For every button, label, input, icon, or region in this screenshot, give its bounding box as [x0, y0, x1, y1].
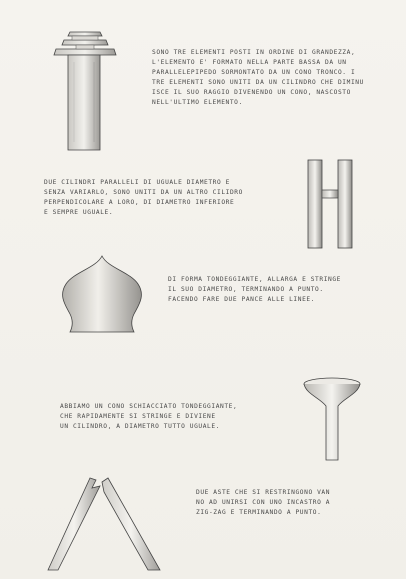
text-line: PARALLELEPIPEDO SORMONTATO DA UN CONO TRONCO. I	[152, 69, 356, 76]
text-line: SENZA VARIARLO, SONO UNITI DA UN ALTRO CILIDRO	[44, 189, 243, 196]
rounded-form-description	[168, 275, 341, 305]
stacked-element-drawing	[50, 22, 130, 157]
parallel-cylinders-drawing	[300, 152, 360, 252]
text-line: E SEMPRE UGUALE.	[44, 209, 114, 216]
text-line: ABBIAMO UN CONO SCHIACCIATO TONDEGGIANTE,	[60, 403, 238, 410]
text-line: DI FORMA TONDEGGIANTE, ALLARGA E STRINGE	[168, 276, 342, 283]
text-line: DUE ASTE CHE SI RESTRINGONO VAN	[196, 489, 331, 496]
text-line: NO AD UNIRSI CON UNO INCASTRO A	[196, 499, 331, 506]
zigzag-rods-drawing	[44, 472, 164, 572]
text-line: NELL'ULTIMO ELEMENTO.	[152, 99, 243, 106]
text-line: UN CILINDRO, A DIAMETRO TUTTO UGUALE.	[60, 423, 221, 430]
text-line: PERPENDICOLARE A LORO, DI DIAMETRO INFERIORE	[44, 199, 235, 206]
flattened-cone-description	[60, 402, 237, 432]
text-line: DUE CILINDRI PARALLELI DI UGUALE DIAMETRO E	[44, 179, 230, 186]
text-line: ZIG-ZAG E TERMINANDO A PUNTO.	[196, 509, 322, 516]
text-line: TRE ELEMENTI SONO UNITI DA UN CILINDRO CHE DIMINU	[152, 79, 364, 86]
text-line: ISCE IL SUO RAGGIO DIVENENDO UN CONO, NASCOSTO	[152, 89, 351, 96]
rounded-form-drawing	[52, 250, 152, 335]
text-line: SONO TRE ELEMENTI POSTI IN ORDINE DI GRANDEZZA,	[152, 49, 356, 56]
text-line: IL SUO DIAMETRO, TERMINANDO A PUNTO.	[168, 286, 324, 293]
text-line: FACENDO FARE DUE PANCE ALLE LINEE.	[168, 296, 316, 303]
text-line: CHE RAPIDAMENTE SI STRINGE E DIVIENE	[60, 413, 216, 420]
stacked-element-description	[152, 48, 364, 108]
text-line: L'ELEMENTO E' FORMATO NELLA PARTE BASSA DA UN	[152, 59, 347, 66]
zigzag-rods-description	[196, 488, 330, 518]
parallel-cylinders-description	[44, 178, 243, 218]
flattened-cone-drawing	[298, 372, 368, 462]
